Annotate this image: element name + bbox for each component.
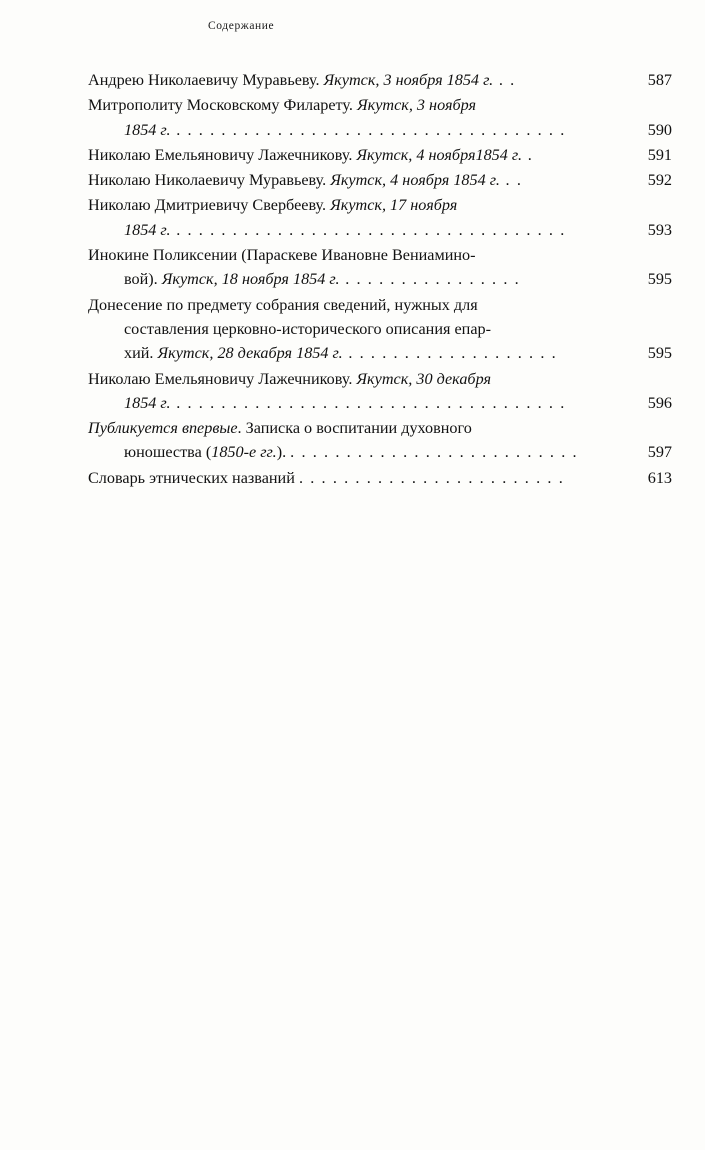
toc-entry-line [88,367,622,391]
toc-entry-line [88,193,622,217]
toc-leader-dots: . . . . . . . . . . . . . . . . [339,270,521,289]
toc-entry-title [88,367,626,416]
toc-entry-title [88,93,626,142]
toc-entry-source: Якутск, 17 ноября [330,196,458,215]
toc-entry-title [88,168,626,192]
toc-page-number[interactable]: 593 [647,220,672,239]
toc-entry-line [88,168,622,192]
toc-entry-title [88,193,626,242]
toc-entry-line [88,416,622,440]
toc-entry[interactable] [88,168,672,192]
toc-entry-line [88,93,622,117]
toc-page-number[interactable]: 595 [647,344,672,363]
toc-entry-source: Якутск, 4 ноября1854 г. [356,145,523,164]
toc-page-number[interactable]: 592 [647,171,672,190]
toc-entry-title [88,243,626,292]
toc-entry-text: Николаю Емельяновичу Лажечникову. [88,145,357,164]
toc-entry-text: Николаю Николаевичу Муравьеву. [88,171,331,190]
toc-entry-source: 1854 г. [124,120,171,139]
toc-entry-line [88,391,622,415]
toc-entry-line [88,293,622,317]
toc-entry-text: вой). [124,270,162,289]
toc-entry-line [88,143,622,167]
toc-entry-line [88,218,622,242]
table-of-contents [88,68,672,491]
toc-entry-title [88,68,626,92]
toc-entry-line [88,317,622,341]
toc-entry-text: Андрею Николаевичу Муравьеву. [88,71,324,89]
toc-page-number[interactable]: 597 [647,443,672,462]
toc-entry[interactable] [88,466,672,490]
toc-page-number[interactable]: 596 [647,393,672,412]
toc-entry-source: 1850-е гг. [211,443,277,462]
toc-leader-dots: . [522,145,534,164]
toc-entry-line [88,440,622,464]
toc-page-number[interactable]: 587 [647,71,672,89]
running-head: Содержание [208,20,275,32]
toc-entry[interactable] [88,367,672,416]
toc-leader-dots: . . . . . . . . . . . . . . . . . . . . . . . . . . . . . . . . . . . [170,220,566,239]
toc-entry-source: 1854 г. [124,393,171,412]
toc-entry-source: Якутск, 28 декабря 1854 г. [157,344,343,363]
toc-leader-dots: . . . . . . . . . . . . . . . . . . . . . . . . . . [290,443,579,462]
toc-entry-title [88,416,626,465]
toc-entry-title [88,293,626,366]
toc-entry-text: ). [276,443,291,462]
toc-entry-source: 1854 г. [124,220,171,239]
toc-entry-source: Якутск, 3 ноября 1854 г. [323,71,494,89]
toc-entry-text: Николаю Дмитриевичу Свербееву. [88,196,331,215]
toc-leader-dots: . . [499,171,523,190]
toc-page-number[interactable]: 595 [647,270,672,289]
toc-entry-source: Якутск, 18 ноября 1854 г. [161,270,340,289]
toc-entry[interactable] [88,243,672,292]
toc-entry-source: Якутск, 30 декабря [356,369,491,388]
toc-entry[interactable] [88,143,672,167]
toc-entry-source: Якутск, 4 ноября 1854 г. [330,171,500,190]
toc-entry-text: хий. [124,344,158,363]
toc-entry-line [88,68,622,92]
toc-entry-text: составления церковно-исторического описания епар- [124,319,492,338]
toc-entry-source: Якутск, 3 ноября [356,96,477,115]
toc-entry-text: Донесение по предмету собрания сведений, нужных для [88,295,478,314]
toc-entry-line [88,341,622,365]
toc-leader-dots: . . . . . . . . . . . . . . . . . . . [342,344,558,363]
toc-leader-dots: . . . . . . . . . . . . . . . . . . . . . . . . . . . . . . . . . . . [170,120,566,139]
toc-page-number[interactable]: 591 [647,145,672,164]
toc-page-number[interactable]: 590 [647,120,672,139]
toc-entry[interactable] [88,93,672,142]
toc-entry-line [88,267,622,291]
toc-entry-text: Митрополиту Московскому Филарету. [88,96,357,115]
toc-entry-source: Публикуется впервые [88,419,238,438]
toc-entry-title [88,466,626,490]
toc-entry-text: юношества ( [124,443,212,462]
toc-page-number[interactable]: 613 [647,468,672,487]
toc-entry[interactable] [88,416,672,465]
toc-entry-line [88,118,622,142]
toc-entry-line [88,466,622,490]
toc-entry-line [88,243,622,267]
toc-leader-dots: . . [493,71,516,89]
toc-entry-title [88,143,626,167]
toc-entry[interactable] [88,68,672,92]
toc-entry[interactable] [88,293,672,366]
toc-leader-dots: . . . . . . . . . . . . . . . . . . . . . . . . [298,468,565,487]
toc-entry-text: Николаю Емельяновичу Лажечникову. [88,369,357,388]
toc-leader-dots: . . . . . . . . . . . . . . . . . . . . . . . . . . . . . . . . . . . [170,393,566,412]
toc-entry-text: . Записка о воспитании духовного [237,419,472,438]
toc-entry-text: Инокине Поликсении (Параскеве Ивановне Вениамино- [88,246,476,265]
toc-entry[interactable] [88,193,672,242]
toc-entry-text: Словарь этнических названий [88,468,299,487]
